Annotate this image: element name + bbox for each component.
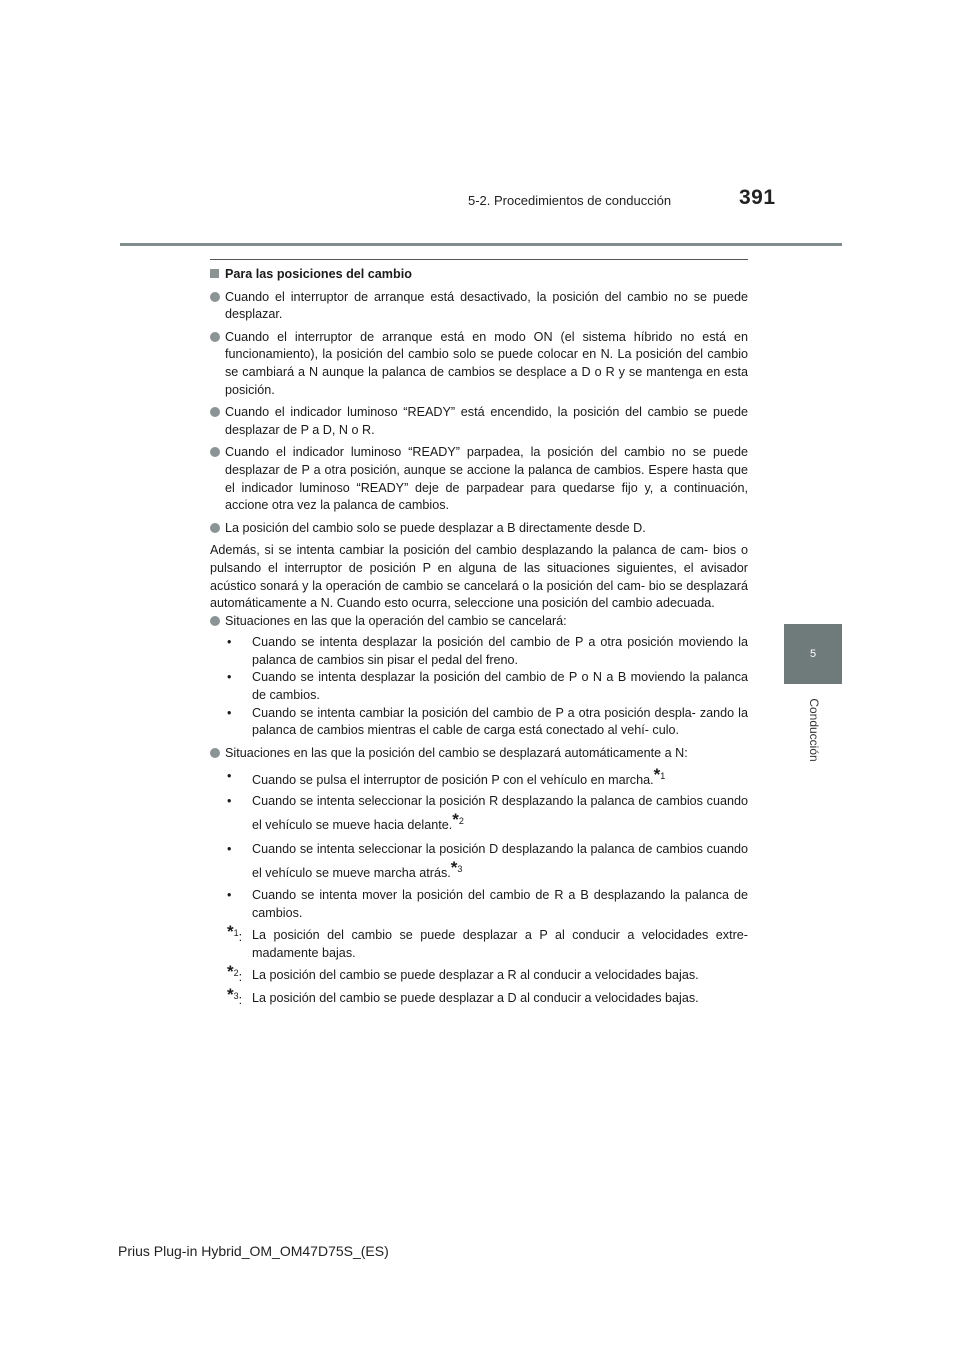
circle-bullet-icon — [210, 292, 220, 302]
list-item: Cuando el indicador luminoso “READY” está encendido, la posición del cambio se puede desplazar de P a D, N o R. — [210, 404, 748, 439]
sub-list-item: • Cuando se intenta cambiar la posición del cambio de P a otra posición despla- zando la palanca de cambios mientras el cable de carga está conectado al vehí- culo. — [227, 705, 748, 738]
sub-list-item: • Cuando se intenta mover la posición del cambio de R a B desplazando la palanca de cambios. — [227, 888, 748, 920]
sub-list-item: • Cuando se intenta desplazar la posición del cambio de P o N a B moviendo la palanca de cambios. — [227, 670, 748, 703]
sub-list-item: • Cuando se intenta desplazar la posición del cambio de P a otra posición moviendo la palanca de cambios sin pisar el pedal del freno. — [227, 635, 748, 667]
square-bullet-icon — [210, 269, 219, 278]
circle-bullet-icon — [210, 407, 220, 417]
chapter-label: Conducción — [807, 698, 821, 762]
list-item: La posición del cambio solo se puede desplazar a B directamente desde D. — [210, 520, 748, 538]
sub-list — [225, 634, 748, 740]
section-title: 5-2. Procedimientos de conducción — [468, 193, 672, 208]
footnote: *$^3$: La posición del cambio se puede desplazar a D al conducir a velocidades bajas. — [227, 985, 699, 1008]
sub-list — [225, 766, 748, 922]
circle-bullet-icon — [210, 332, 220, 342]
section-heading: Para las posiciones del cambio — [210, 266, 748, 284]
page-number: 391 — [739, 186, 776, 209]
sub-list-item: • Cuando se intenta seleccionar la posición D desplazando la palanca de cambios cuando el vehículo se mueve marcha atrás.*$^3$ — [227, 841, 748, 880]
list-item: Situaciones en las que la posición del cambio se desplazará automáticamente a N: • Cuando se pulsa el interruptor de posición P con el vehículo en marcha.*$^1$ • Cuando se intenta seleccionar la posición R desplazando la palanca de cambios cuando el vehículo se mueve hacia delante.*$^2$ • Cuando se intenta seleccionar la posición D desplazando la palanca de cambios cuando el vehículo se mueve marcha atrás.*$^3$ • Cuando se intenta mover la posición del cambio de R a B desplazando la palanca de cambios. — [210, 745, 748, 922]
circle-bullet-icon — [210, 748, 220, 758]
footnote: *$^2$: La posición del cambio se puede desplazar a R al conducir a velocidades bajas. — [227, 962, 699, 985]
circle-bullet-icon — [210, 523, 220, 533]
footnote: *$^1$: La posición del cambio se puede desplazar a P al conducir a velocidades extre- madamente bajas. — [227, 922, 748, 960]
footnote-star-icon: * — [227, 962, 234, 982]
footnote-star-icon: * — [653, 765, 661, 785]
document-footer: Prius Plug-in Hybrid_OM_OM47D75S_(ES) — [118, 1243, 389, 1259]
footnote-ref: 1 — [660, 771, 666, 782]
list-item: Cuando el interruptor de arranque está en modo ON (el sistema híbrido no está en funcionamiento), la posición del cambio solo se puede colocar en N. La posición del cambio se cambiará a N aunque la palanca de cambios se desplace a D o R y se mantenga en esta posición. — [210, 329, 748, 399]
list-item: Cuando el interruptor de arranque está desactivado, la posición del cambio no se puede desplazar. — [210, 289, 748, 324]
footnote-ref: 2 — [458, 815, 464, 826]
header-divider — [120, 243, 842, 246]
circle-bullet-icon — [210, 447, 220, 457]
body-paragraph: Además, si se intenta cambiar la posición del cambio desplazando la palanca de cam- bios o pulsando el interruptor de posición P en alguna de las situaciones siguientes, el avisador acústico sonará y la operación de cambio se cancelará o la posición del cam- bio se desplazará automáticamente a N. Cuando esto ocurra, seleccione una posición del cambio adecuada. — [210, 543, 748, 611]
list-item: Cuando el indicador luminoso “READY” parpadea, la posición del cambio no se puede desplazar de P a otra posición, aunque se accione la palanca de cambios. Espere hasta que el indicador luminoso “READY” deje de parpadear para quedarse fijo y, a continuación, accione otra vez la palanca de cambios. — [210, 444, 748, 514]
footnote-star-icon: * — [227, 922, 234, 942]
footnote-star-icon: * — [450, 858, 458, 877]
circle-bullet-icon — [210, 616, 220, 626]
footnote-ref: 3 — [457, 863, 463, 874]
footnote-star-icon: * — [227, 985, 234, 1005]
content-divider — [210, 259, 748, 260]
page-content — [210, 266, 748, 1011]
list-item: Situaciones en las que la operación del cambio se cancelará: • Cuando se intenta desplazar la posición del cambio de P a otra posición moviendo la palanca de cambios sin pisar el pedal del freno. • Cuando se intenta desplazar la posición del cambio de P o N a B moviendo la palanca de cambios. • Cuando se intenta cambiar la posición del cambio de P a otra posición despla- zando la palanca de cambios mientras el cable de carga está conectado al vehí- culo. — [210, 613, 748, 740]
sub-list-item: • Cuando se intenta seleccionar la posición R desplazando la palanca de cambios cuando el vehículo se mueve hacia delante.*$^2$ — [227, 793, 748, 832]
chapter-number: 5 — [809, 648, 817, 660]
footnote-star-icon: * — [452, 809, 459, 829]
sub-list-item: • Cuando se pulsa el interruptor de posición P con el vehículo en marcha.*$^1$ — [227, 765, 666, 788]
